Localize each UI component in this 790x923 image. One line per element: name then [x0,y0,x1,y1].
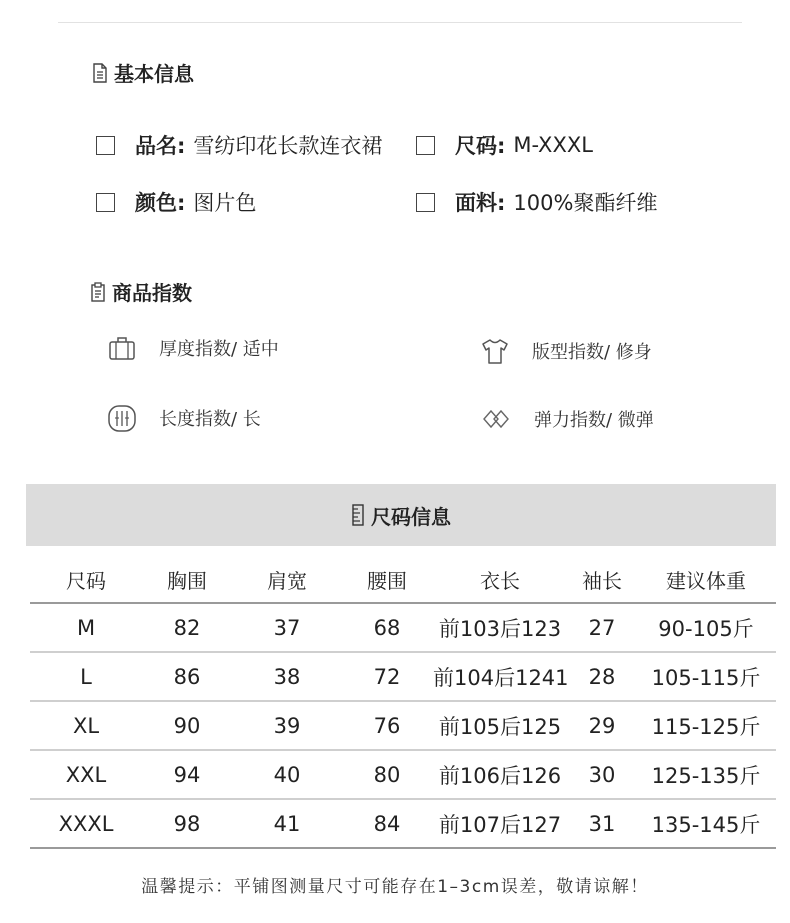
table-header-row [30,556,776,603]
table-cell: 28 [568,652,636,701]
table-cell: 29 [568,701,636,750]
table-cell: 30 [568,750,636,799]
attr-value: 100%聚酯纤维 [513,191,658,215]
index-thickness [107,333,279,363]
table-cell: L [30,652,142,701]
index-length [107,403,261,433]
table-cell: 41 [232,799,342,848]
table-cell: 90-105斤 [636,603,776,652]
checkbox[interactable] [96,136,115,155]
index-label: 长度指数/ 长 [159,409,261,430]
checkbox[interactable] [416,136,435,155]
column-header: 袖长 [568,556,636,603]
size-info-title: 尺码信息 [371,504,451,529]
column-header: 肩宽 [232,556,342,603]
column-header: 尺码 [30,556,142,603]
table-cell: 前107后127 [432,799,568,848]
attr-key: 品名: [135,134,186,158]
attr-key: 颜色: [135,191,186,215]
table-cell: 前104后1241 [432,652,568,701]
index-elasticity [482,404,654,434]
table-cell: 39 [232,701,342,750]
ruler-length-icon [107,403,137,433]
tshirt-icon [480,336,510,366]
column-header: 胸围 [142,556,232,603]
top-divider [58,22,742,23]
document-icon [92,63,108,83]
table-cell: 98 [142,799,232,848]
checkbox[interactable] [96,193,115,212]
bag-icon [107,333,137,363]
table-cell: XXXL [30,799,142,848]
table-cell: 86 [142,652,232,701]
size-table [30,556,776,849]
table-cell: 125-135斤 [636,750,776,799]
column-header: 衣长 [432,556,568,603]
table-row [30,799,776,848]
table-cell: 前103后123 [432,603,568,652]
table-cell: 68 [342,603,432,652]
attr-value: M-XXXL [513,133,593,157]
table-cell: 115-125斤 [636,701,776,750]
table-cell: M [30,603,142,652]
table-row [30,750,776,799]
table-cell: 27 [568,603,636,652]
table-cell: 前105后125 [432,701,568,750]
ruler-icon [351,504,365,526]
clipboard-icon [90,282,106,302]
checkbox[interactable] [416,193,435,212]
attr-color [96,187,256,217]
attr-size [416,130,593,160]
size-info-heading [26,484,776,546]
index-label: 弹力指数/ 微弹 [534,410,654,431]
attr-name [96,130,382,160]
table-cell: 38 [232,652,342,701]
table-cell: 90 [142,701,232,750]
attr-key: 面料: [455,191,506,215]
table-cell: 前106后126 [432,750,568,799]
table-cell: 40 [232,750,342,799]
index-label: 版型指数/ 修身 [532,342,652,363]
table-cell: XXL [30,750,142,799]
index-label: 厚度指数/ 适中 [159,339,279,360]
table-cell: 105-115斤 [636,652,776,701]
basic-info-heading [92,58,194,87]
product-index-title: 商品指数 [112,281,192,305]
table-cell: 37 [232,603,342,652]
column-header: 建议体重 [636,556,776,603]
table-cell: 135-145斤 [636,799,776,848]
table-row [30,701,776,750]
attr-value: 图片色 [193,191,257,215]
product-index-heading [90,277,192,306]
index-fit [480,336,652,366]
attr-key: 尺码: [455,134,506,158]
table-cell: 76 [342,701,432,750]
column-header: 腰围 [342,556,432,603]
attr-value: 雪纺印花长款连衣裙 [193,134,383,158]
tip-text: 温馨提示：平铺图测量尺寸可能存在1–3cm误差，敬请谅解！ [141,877,649,897]
attr-fabric [416,187,657,217]
table-cell: 80 [342,750,432,799]
table-cell: 84 [342,799,432,848]
table-cell: XL [30,701,142,750]
table-row [30,652,776,701]
table-cell: 82 [142,603,232,652]
table-cell: 94 [142,750,232,799]
table-row [30,603,776,652]
table-cell: 72 [342,652,432,701]
diamond-icon [482,404,512,434]
table-cell: 31 [568,799,636,848]
basic-info-title: 基本信息 [114,62,194,86]
